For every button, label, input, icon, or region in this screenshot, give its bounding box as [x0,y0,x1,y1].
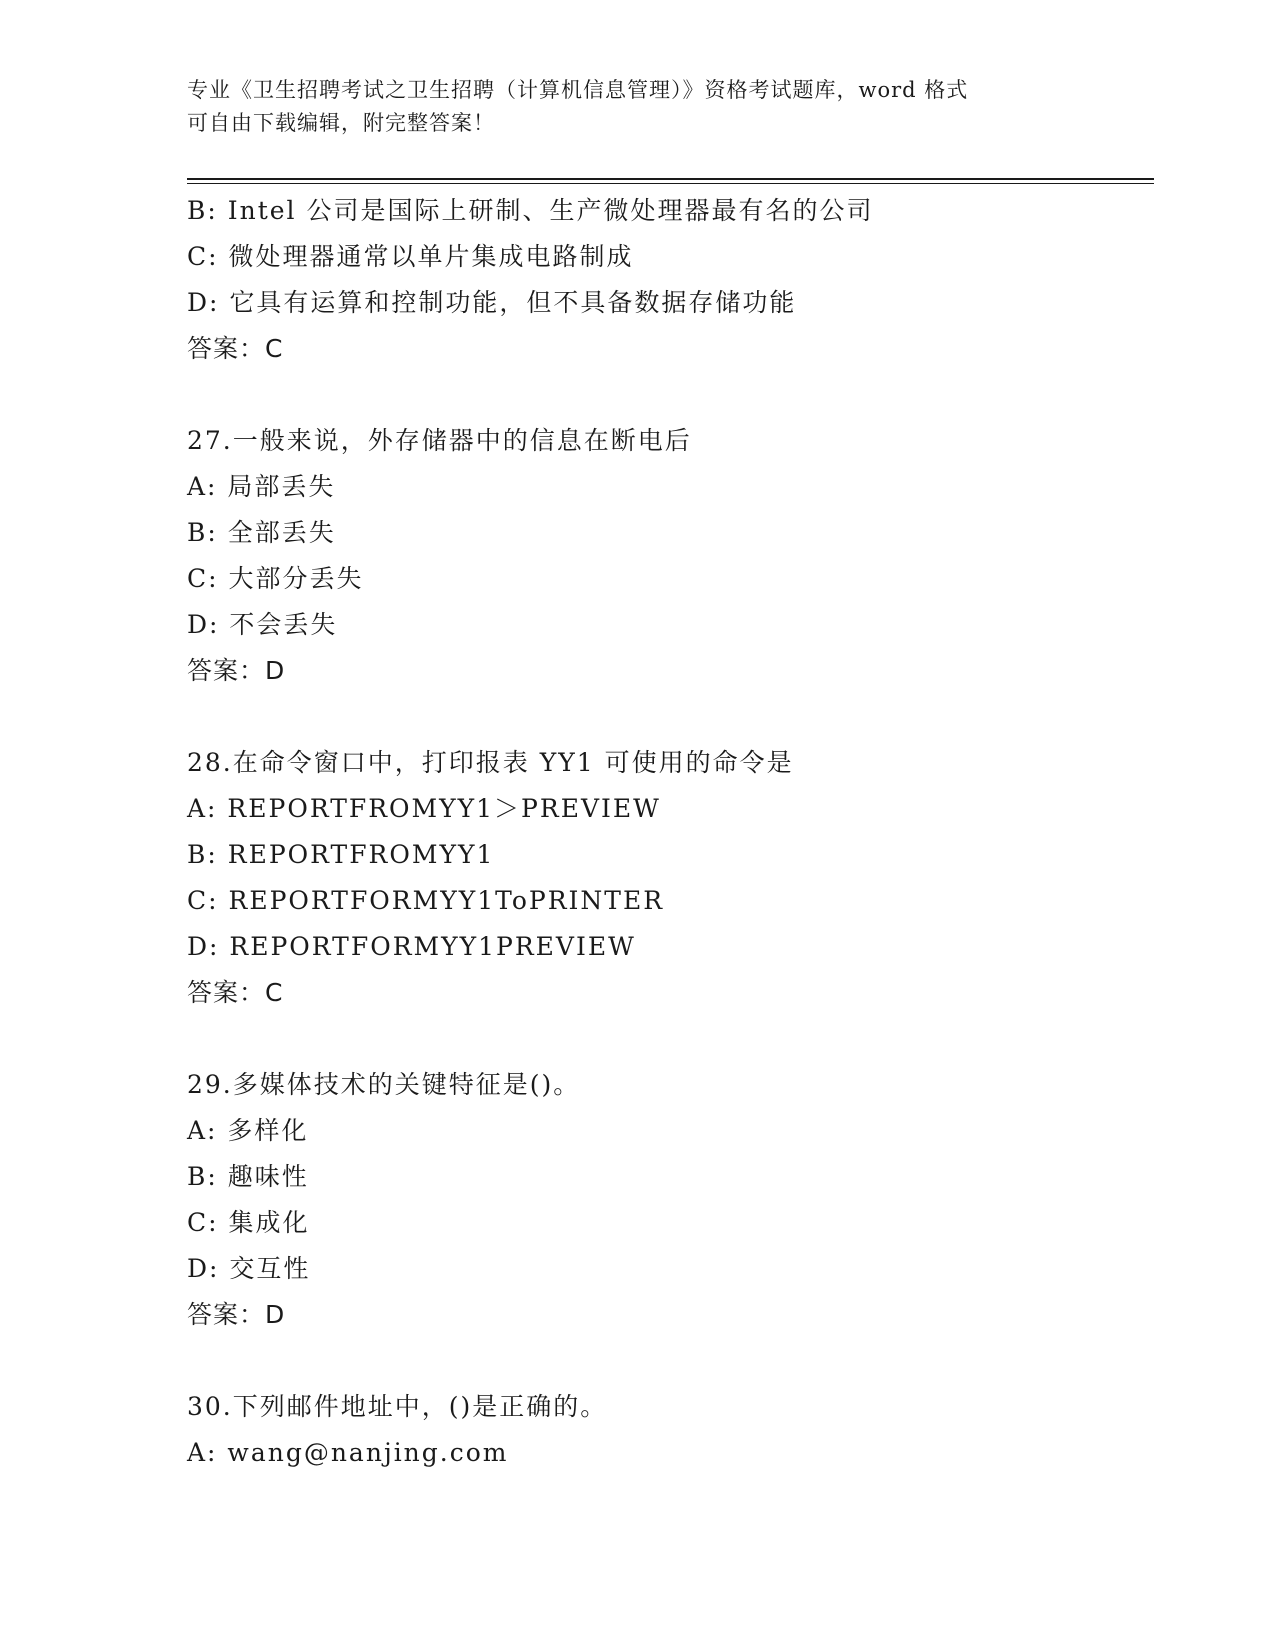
option-d: D: 交互性 [187,1254,311,1283]
spacer [187,1338,1147,1384]
option-a: A: 局部丢失 [187,472,336,501]
option-b: B: REPORTFROMYY1 [187,840,495,869]
header-line-2: 可自由下载编辑，附完整答案！ [187,111,495,135]
question-text: 28.在命令窗口中，打印报表 YY1 可使用的命令是 [187,748,794,777]
option-b: B: 全部丢失 [187,518,336,547]
question-text: 27.一般来说，外存储器中的信息在断电后 [187,426,692,455]
answer: 答案：D [187,1300,286,1329]
option-b: B: Intel 公司是国际上研制、生产微处理器最有名的公司 [187,196,874,225]
option-d: D: 它具有运算和控制功能，但不具备数据存储功能 [187,288,797,317]
option-c: C: REPORTFORMYY1ToPRINTER [187,886,665,915]
option-d: D: 不会丢失 [187,610,338,639]
spacer [187,372,1147,418]
document-header [187,74,1067,140]
spacer [187,1016,1147,1062]
header-divider-thin [187,183,1154,184]
option-a: A: REPORTFROMYY1＞PREVIEW [187,794,661,823]
option-a: A: wang@nanjing.com [187,1438,509,1467]
option-c: C: 微处理器通常以单片集成电路制成 [187,242,634,271]
option-c: C: 大部分丢失 [187,564,364,593]
question-text: 29.多媒体技术的关键特征是()。 [187,1070,581,1099]
header-divider-thick [187,178,1154,180]
option-a: A: 多样化 [187,1116,309,1145]
question-list [187,188,1147,1476]
option-c: C: 集成化 [187,1208,310,1237]
header-line-1: 专业《卫生招聘考试之卫生招聘（计算机信息管理）》资格考试题库，word 格式 [187,78,969,102]
question-30 [187,1384,1147,1476]
question-29 [187,1062,1147,1338]
option-b: B: 趣味性 [187,1162,309,1191]
question-26-partial [187,188,1147,372]
question-28 [187,740,1147,1016]
question-27 [187,418,1147,694]
answer: 答案：C [187,978,284,1007]
spacer [187,694,1147,740]
answer: 答案：C [187,334,284,363]
question-text: 30.下列邮件地址中，()是正确的。 [187,1392,608,1421]
answer: 答案：D [187,656,286,685]
option-d: D: REPORTFORMYY1PREVIEW [187,932,636,961]
